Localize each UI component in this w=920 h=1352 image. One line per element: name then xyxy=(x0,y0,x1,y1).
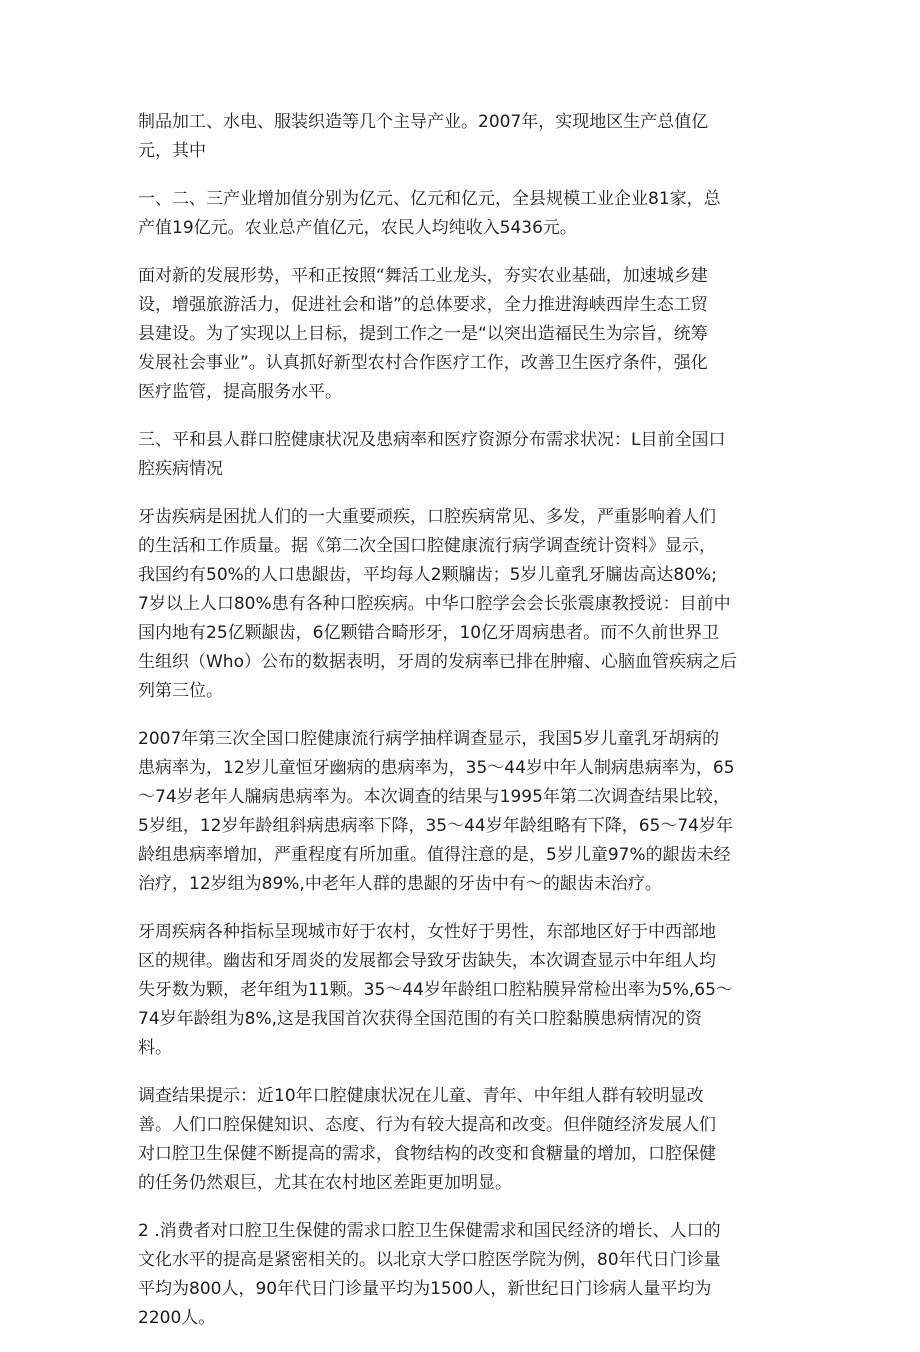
text-line: 县建设。为了实现以上目标，提到工作之一是“以突出造福民生为宗旨，统筹 xyxy=(138,324,708,344)
text-line: 制品加工、水电、服装织造等几个主导产业。2007年，实现地区生产总值亿 xyxy=(138,112,709,132)
paragraph-industry xyxy=(138,108,788,166)
text-line: 国内地有25亿颗龈齿，6亿颗错合畸形牙，10亿牙周病患者。而不久前世界卫 xyxy=(138,623,720,643)
text-line: 2 .消费者对口腔卫生保健的需求口腔卫生保健需求和国民经济的增长、人口的 xyxy=(138,1221,721,1241)
text-line: 龄组患病率增加，严重程度有所加重。值得注意的是，5岁儿童97%的龈齿未经 xyxy=(138,845,731,865)
text-line: 牙周疾病各种指标呈现城市好于农村，女性好于男性，东部地区好于中西部地 xyxy=(138,922,716,942)
text-line: 7岁以上人口80%患有各种口腔疾病。中华口腔学会会长张震康教授说：目前中 xyxy=(138,594,731,614)
text-line: 的任务仍然艰巨，尤其在农村地区差距更加明显。 xyxy=(138,1173,512,1193)
text-line: 74岁年龄组为8%,这是我国首次获得全国范围的有关口腔黏膜患病情况的资 xyxy=(138,1009,703,1029)
text-line: 三、平和县人群口腔健康状况及患病率和医疗资源分布需求状况：L目前全国口 xyxy=(138,430,726,450)
text-line: 〜74岁老年人牖病患病率为。本次调查的结果与1995年第二次调查结果比较， xyxy=(138,787,730,807)
text-line: 生组织（Who）公布的数据表明，牙周的发病率已排在肿瘤、心脑血管疾病之后 xyxy=(138,652,737,672)
text-line: 5岁组，12岁年龄组斜病患病率下降，35〜44岁年龄组略有下降，65〜74岁年 xyxy=(138,816,733,836)
paragraph-development xyxy=(138,262,788,407)
text-line: 牙齿疾病是困扰人们的一大重要顽疾，口腔疾病常见、多发，严重影响着人们 xyxy=(138,507,716,527)
paragraph-survey-2007 xyxy=(138,725,788,899)
text-line: 列第三位。 xyxy=(138,681,223,701)
paragraph-economy xyxy=(138,185,788,243)
paragraph-periodontal xyxy=(138,918,788,1063)
text-line: 腔疾病情况 xyxy=(138,459,223,479)
text-line: 发展社会事业”。认真抓好新型农村合作医疗工作，改善卫生医疗条件，强化 xyxy=(138,353,708,373)
text-line: 产值19亿元。农业总产值亿元，农民人均纯收入5436元。 xyxy=(138,218,577,238)
text-line: 2007年第三次全国口腔健康流行病学抽样调查显示，我国5岁儿童乳牙胡病的 xyxy=(138,729,720,749)
section-heading-oral-health xyxy=(138,426,788,484)
text-line: 2200人。 xyxy=(138,1308,216,1328)
text-line: 对口腔卫生保健不断提高的需求，食物结构的改变和食糖量的增加，口腔保健 xyxy=(138,1144,716,1164)
text-line: 文化水平的提高是紧密相关的。以北京大学口腔医学院为例，80年代日门诊量 xyxy=(138,1250,721,1270)
text-line: 治疗，12岁组为89%,中老年人群的患龈的牙齿中有〜的龈齿未治疗。 xyxy=(138,874,662,894)
text-line: 医疗监管，提高服务水平。 xyxy=(138,382,342,402)
paragraph-consumer-demand xyxy=(138,1217,788,1333)
text-line: 失牙数为颗，老年组为11颗。35〜44岁年龄组口腔粘膜异常检出率为5%,65〜 xyxy=(138,980,733,1000)
text-line: 善。人们口腔保健知识、态度、行为有较大提高和改变。但伴随经济发展人们 xyxy=(138,1115,716,1135)
text-line: 元，其中 xyxy=(138,141,206,161)
text-line: 区的规律。幽齿和牙周炎的发展都会导致牙齿缺失，本次调查显示中年组人均 xyxy=(138,951,716,971)
text-line: 平均为800人，90年代日门诊量平均为1500人，新世纪日门诊病人量平均为 xyxy=(138,1279,712,1299)
text-line: 设，增强旅游活力，促进社会和谐”的总体要求，全力推进海峡西岸生态工贸 xyxy=(138,295,708,315)
text-line: 料。 xyxy=(138,1038,172,1058)
text-line: 我国约有50%的人口患龈齿，平均每人2颗牖齿；5岁儿童乳牙牖齿高达80%; xyxy=(138,565,717,585)
paragraph-dental-disease xyxy=(138,503,788,706)
text-line: 面对新的发展形势，平和正按照“舞活工业龙头，夯实农业基础，加速城乡建 xyxy=(138,266,708,286)
document-page xyxy=(138,108,788,1352)
text-line: 一、二、三产业增加值分别为亿元、亿元和亿元，全县规模工业企业81家，总 xyxy=(138,189,721,209)
text-line: 调查结果提示：近10年口腔健康状况在儿童、青年、中年组人群有较明显改 xyxy=(138,1086,704,1106)
paragraph-findings xyxy=(138,1082,788,1198)
text-line: 的生活和工作质量。据《第二次全国口腔健康流行病学调查统计资料》显示， xyxy=(138,536,716,556)
text-line: 患病率为，12岁儿童恒牙幽病的患病率为，35〜44岁中年人制病患病率为，65 xyxy=(138,758,735,778)
